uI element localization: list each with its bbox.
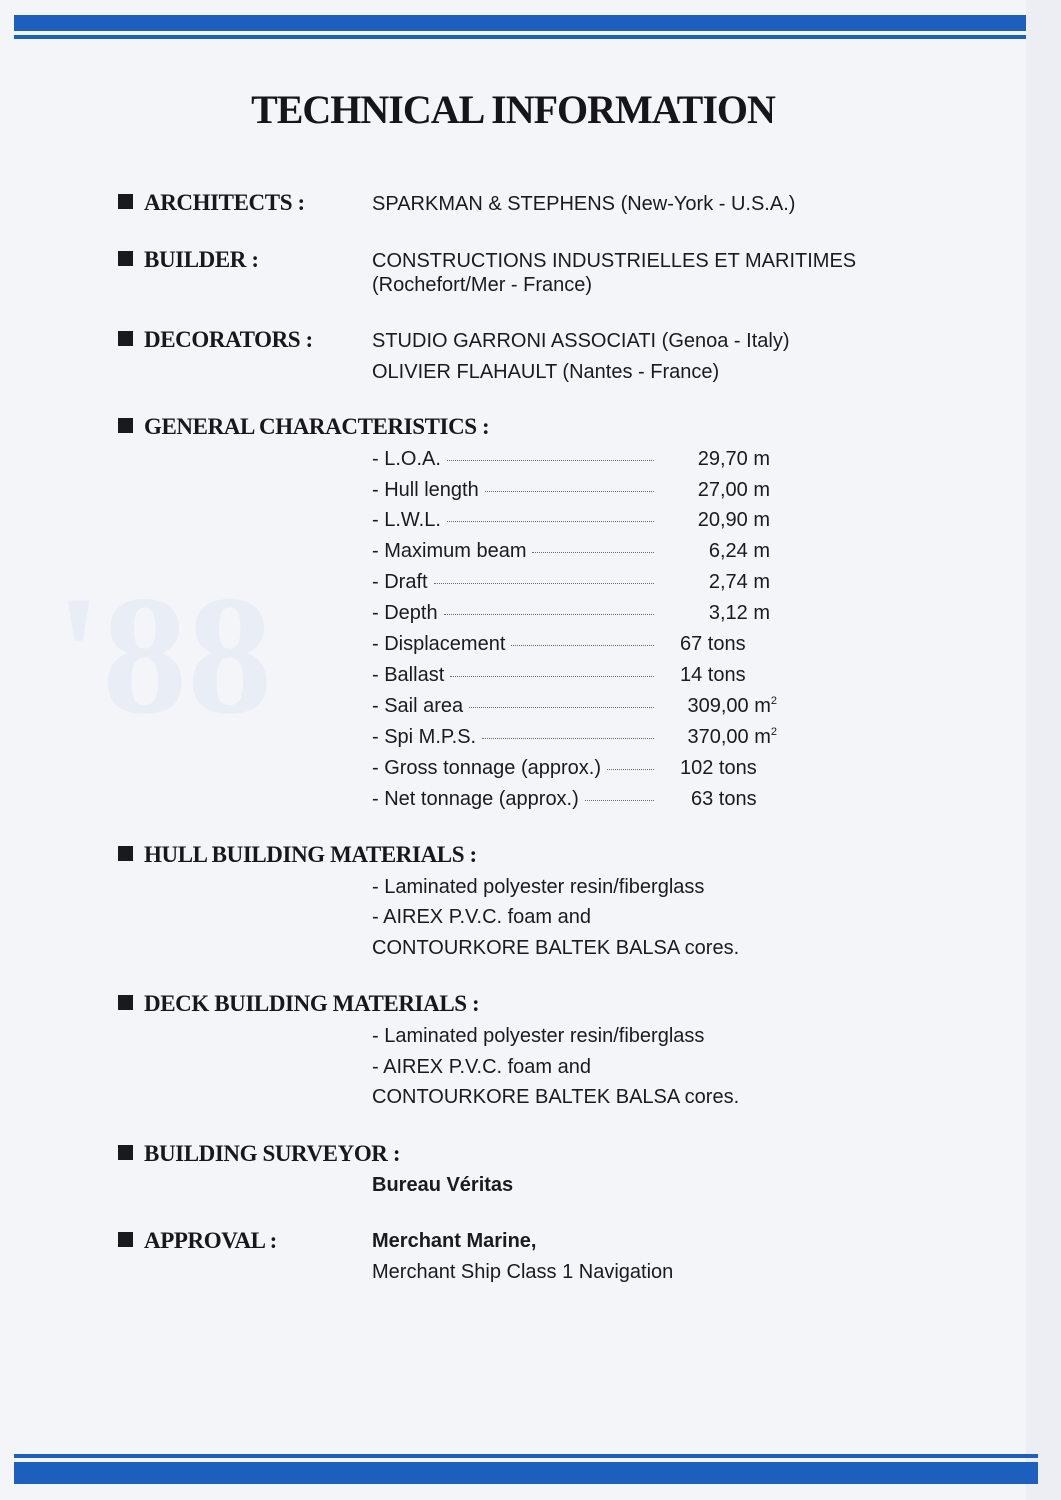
spec-row-name: - Spi M.P.S. — [372, 725, 654, 749]
builder-value-line1: CONSTRUCTIONS INDUSTRIELLES ET MARITIMES — [372, 250, 857, 272]
bottom-rule-thick — [14, 1462, 1038, 1484]
spec-row-name: - Maximum beam — [372, 539, 654, 563]
spec-row-value: 370,00 $m^2$ — [687, 726, 777, 748]
spec-row-name: - Ballast — [372, 663, 654, 687]
square-bullet-icon — [118, 251, 133, 266]
spec-row-value: 6,24 m — [708, 540, 770, 562]
square-bullet-icon — [118, 331, 133, 346]
deck-materials-label: DECK BUILDING MATERIALS : — [118, 991, 479, 1017]
surveyor-label: BUILDING SURVEYOR : — [118, 1141, 400, 1167]
spec-row-value: 309,00 $m^2$ — [687, 695, 777, 717]
approval-value-line2: Merchant Ship Class 1 Navigation — [372, 1261, 674, 1283]
spec-row-value: 2,74 m — [708, 571, 770, 593]
deck-materials-line3: CONTOURKORE BALTEK BALSA cores. — [372, 1086, 740, 1108]
spec-row-name: - Gross tonnage (approx.) — [372, 756, 654, 780]
builder-label: BUILDER : — [118, 247, 259, 273]
spec-row-value: 67 tons — [680, 633, 746, 655]
hull-materials-line3: CONTOURKORE BALTEK BALSA cores. — [372, 937, 740, 959]
spec-row-name: - L.W.L. — [372, 508, 654, 532]
hull-materials-line1: - Laminated polyester resin/fiberglass — [372, 876, 705, 898]
square-bullet-icon — [118, 418, 133, 433]
architects-label: ARCHITECTS : — [118, 190, 305, 216]
page-title: TECHNICAL INFORMATION — [251, 87, 775, 132]
general-characteristics-label: GENERAL CHARACTERISTICS : — [118, 414, 489, 440]
spec-row-value: 27,00 m — [697, 479, 770, 501]
page-edge — [1026, 0, 1061, 1500]
hull-materials-line2: - AIREX P.V.C. foam and — [372, 906, 592, 928]
decorators-label: DECORATORS : — [118, 327, 313, 353]
builder-value-line2: (Rochefort/Mer - France) — [372, 274, 593, 296]
top-rule-thin — [14, 35, 1038, 39]
deck-materials-line2: - AIREX P.V.C. foam and — [372, 1056, 592, 1078]
spec-row-name: - Hull length — [372, 478, 654, 502]
hull-materials-label: HULL BUILDING MATERIALS : — [118, 842, 477, 868]
spec-row-value: 102 tons — [680, 757, 757, 779]
square-bullet-icon — [118, 1232, 133, 1247]
spec-row-value: 29,70 m — [697, 448, 770, 470]
square-bullet-icon — [118, 846, 133, 861]
watermark-year: '88 — [55, 561, 273, 749]
decorators-value-line1: STUDIO GARRONI ASSOCIATI (Genoa - Italy) — [372, 330, 790, 352]
architects-value: SPARKMAN & STEPHENS (New-York - U.S.A.) — [372, 193, 796, 215]
approval-value-line1: Merchant Marine, — [372, 1230, 537, 1252]
square-bullet-icon — [118, 995, 133, 1010]
deck-materials-line1: - Laminated polyester resin/fiberglass — [372, 1025, 705, 1047]
square-bullet-icon — [118, 1145, 133, 1160]
spec-row-name: - L.O.A. — [372, 447, 654, 471]
square-bullet-icon — [118, 194, 133, 209]
spec-row-value: 20,90 m — [697, 509, 770, 531]
spec-row-name: - Displacement — [372, 632, 654, 656]
surveyor-value: Bureau Véritas — [372, 1174, 514, 1196]
spec-row-name: - Sail area — [372, 694, 654, 718]
spec-row-value: 63 tons — [691, 788, 757, 810]
spec-row-value: 3,12 m — [708, 602, 770, 624]
bottom-rule-thin — [14, 1454, 1038, 1458]
spec-row-value: 14 tons — [680, 664, 746, 686]
approval-label: APPROVAL : — [118, 1228, 277, 1254]
decorators-value-line2: OLIVIER FLAHAULT (Nantes - France) — [372, 361, 720, 383]
top-rule-thick — [14, 15, 1038, 31]
spec-row-name: - Net tonnage (approx.) — [372, 787, 654, 811]
spec-row-name: - Depth — [372, 601, 654, 625]
spec-row-name: - Draft — [372, 570, 654, 594]
